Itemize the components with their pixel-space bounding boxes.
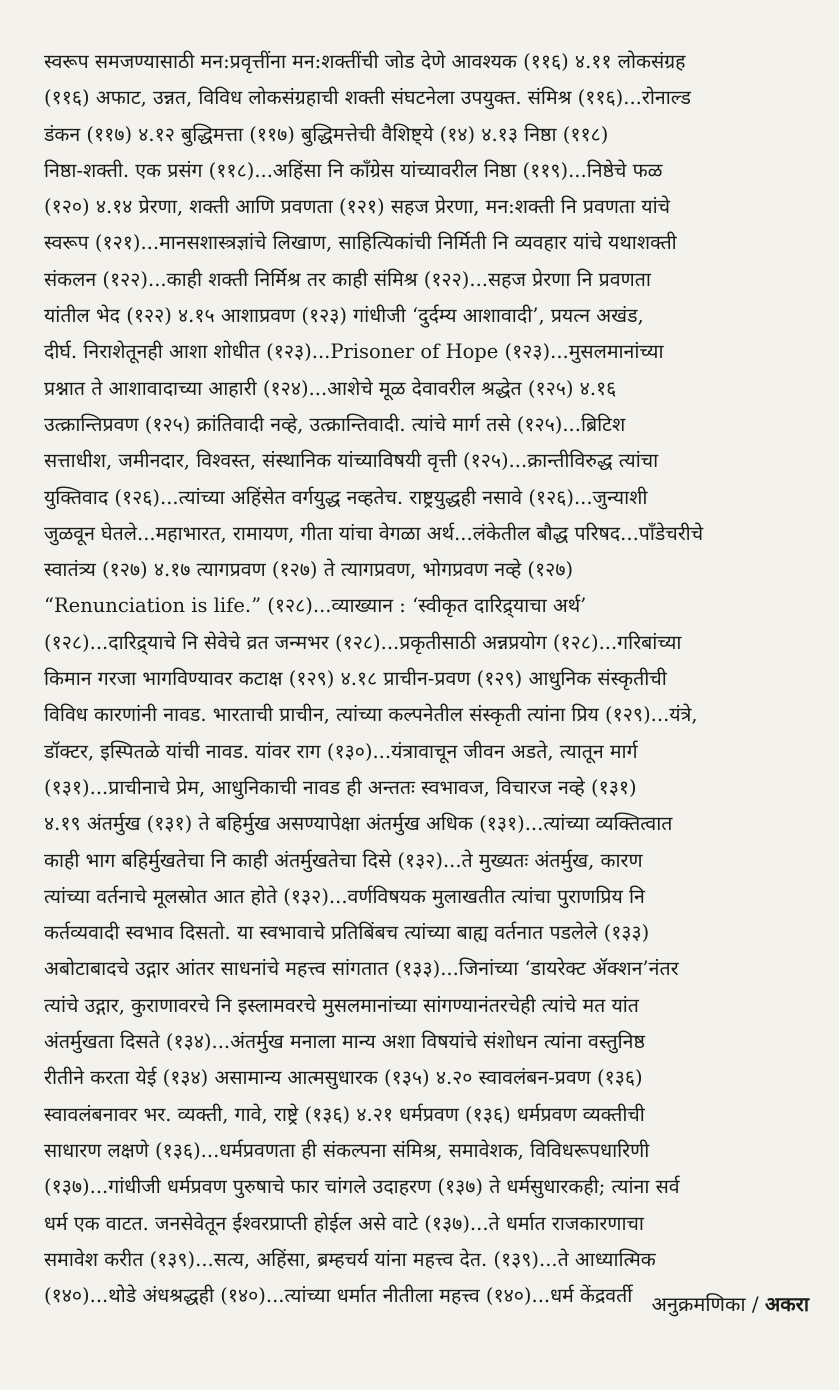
index-line: किमान गरजा भागविण्यावर कटाक्ष (१२९) ४.१८ प्राचीन-प्रवण (१२९) आधुनिक संस्कृतीची [44,667,667,691]
index-line: दीर्घ. निराशेतूनही आशा शोधीत (१२३)...Prisoner of Hope (१२३)...मुसलमानांच्या [44,340,664,364]
index-line: त्यांचे उद्गार, कुराणावरचे नि इस्लामवरचे मुसलमानांच्या सांगण्यानंतरचेही त्यांचे मत यांत [44,993,639,1017]
index-line: (१४०)...थोडे अंधश्रद्धही (१४०)...त्यांच्या धर्मात नीतीला महत्त्व (१४०)...धर्म केंद्रवर्ती [44,1284,633,1308]
footer-separator: / [751,1292,759,1316]
index-line: अबोटाबादचे उद्गार आंतर साधनांचे महत्त्व सांगतात (१३३)...जिनांच्या ‘डायरेक्ट ॲक्शन’नंतर [44,957,679,981]
index-line: युक्तिवाद (१२६)...त्यांच्या अहिंसेत वर्गयुद्ध नव्हतेच. राष्ट्रयुद्धही नसावे (१२६)...जुन्याशी [44,485,648,509]
index-line: विविध कारणांनी नावड. भारताची प्राचीन, त्यांच्या कल्पनेतील संस्कृती त्यांना प्रिय (१२९)...यंत्रे, [44,703,698,727]
index-line: (१२८)...दारिद्र्याचे नि सेवेचे व्रत जन्मभर (१२८)...प्रकृतीसाठी अन्नप्रयोग (१२८)...गरिबांच्या [44,630,682,654]
index-line: धर्म एक वाटत. जनसेवेतून ईश्वरप्राप्ती होईल असे वाटे (१३७)...ते धर्मात राजकारणाचा [44,1211,644,1235]
index-line: डंकन (११७) ४.१२ बुद्धिमत्ता (११७) बुद्धिमत्तेची वैशिष्ट्ये (१४) ४.१३ निष्ठा (११८) [44,122,609,146]
index-line: समावेश करीत (१३९)...सत्य, अहिंसा, ब्रम्हचर्य यांना महत्त्व देत. (१३९)...ते आध्यात्मिक [44,1247,656,1271]
index-line: (१२०) ४.१४ प्रेरणा, शक्ती आणि प्रवणता (१२१) सहज प्रेरणा, मन:शक्ती नि प्रवणता यांचे [44,195,671,219]
index-line: (११६) अफाट, उन्नत, विविध लोकसंग्रहाची शक्ती संघटनेला उपयुक्त. संमिश्र (११६)...रोनाल्ड [44,86,691,110]
index-line: “Renunciation is life.” (१२८)...व्याख्यान : ‘स्वीकृत दारिद्र्याचा अर्थ’ [44,594,587,618]
index-line: (१३७)...गांधीजी धर्मप्रवण पुरुषाचे फार चांगले उदाहरण (१३७) ते धर्मसुधारकही; त्यांना सर्व [44,1175,680,1199]
index-text-block [44,44,822,1314]
index-line: काही भाग बहिर्मुखतेचा नि काही अंतर्मुखतेचा दिसे (१३२)...ते मुख्यतः अंतर्मुख, कारण [44,848,643,872]
index-line: स्वावलंबनावर भर. व्यक्ती, गावे, राष्ट्रे (१३६) ४.२१ धर्मप्रवण (१३६) धर्मप्रवण व्यक्तीची [44,1102,645,1126]
index-line: प्रश्नात ते आशावादाच्या आहारी (१२४)...आशेचे मूळ देवावरील श्रद्धेत (१२५) ४.१६ [44,376,617,400]
index-line: सत्ताधीश, जमीनदार, विश्वस्त, संस्थानिक यांच्याविषयी वृत्ती (१२५)...क्रान्तीविरुद्ध त्यांचा [44,449,659,473]
index-line: संकलन (१२२)...काही शक्ती निर्मिश्र तर काही संमिश्र (१२२)...सहज प्रेरणा नि प्रवणता [44,267,651,291]
page-footer [652,1290,809,1317]
index-line: यांतील भेद (१२२) ४.१५ आशाप्रवण (१२३) गांधीजी ‘दुर्दम्य आशावादी’, प्रयत्न अखंड, [44,304,644,328]
index-line: जुळवून घेतले...महाभारत, रामायण, गीता यांचा वेगळा अर्थ...लंकेतील बौद्ध परिषद...पाँडेचरीचे [44,521,704,545]
index-line: डॉक्टर, इस्पितळे यांची नावड. यांवर राग (१३०)...यंत्रावाचून जीवन अडते, त्यातून मार्ग [44,739,638,763]
index-line: रीतीने करता येई (१३४) असामान्य आत्मसुधारक (१३५) ४.२० स्वावलंबन-प्रवण (१३६) [44,1066,643,1090]
footer-section-label: अनुक्रमणिका [651,1292,746,1316]
index-line: स्वरूप (१२१)...मानसशास्त्रज्ञांचे लिखाण, साहित्यिकांची निर्मिती नि व्यवहार यांचे यथाशक्ती [44,231,677,255]
index-line: ४.१९ अंतर्मुख (१३१) ते बहिर्मुख असण्यापेक्षा अंतर्मुख अधिक (१३१)...त्यांच्या व्यक्तित्वात [44,812,673,836]
index-line: अंतर्मुखता दिसते (१३४)...अंतर्मुख मनाला मान्य अशा विषयांचे संशोधन त्यांना वस्तुनिष्ठ [44,1030,645,1054]
page-number: अकरा [765,1292,809,1316]
index-line: उत्क्रान्तिप्रवण (१२५) क्रांतिवादी नव्हे, उत्क्रान्तिवादी. त्यांचे मार्ग तसे (१२५)...ब्रिटिश [44,412,626,436]
index-line: स्वरूप समजण्यासाठी मन:प्रवृत्तींना मन:शक्तींची जोड देणे आवश्यक (११६) ४.११ लोकसंग्रह [44,50,686,73]
index-line: साधारण लक्षणे (१३६)...धर्मप्रवणता ही संकल्पना संमिश्र, समावेशक, विविधरूपधारिणी [44,1138,650,1162]
index-line: त्यांच्या वर्तनाचे मूलस्रोत आत होते (१३२)...वर्णविषयक मुलाखतीत त्यांचा पुराणप्रिय नि [44,884,645,908]
index-line: स्वातंत्र्य (१२७) ४.१७ त्यागप्रवण (१२७) ते त्यागप्रवण, भोगप्रवण नव्हे (१२७) [44,558,574,582]
index-line: निष्ठा-शक्ती. एक प्रसंग (११८)...अहिंसा नि काँग्रेस यांच्यावरील निष्ठा (११९)...निष्ठेचे फळ [44,158,663,182]
index-line: (१३१)...प्राचीनाचे प्रेम, आधुनिकाची नावड ही अन्ततः स्वभावज, विचारज नव्हे (१३१) [44,775,637,799]
index-line: कर्तव्यवादी स्वभाव दिसतो. या स्वभावाचे प्रतिबिंबच त्यांच्या बाह्य वर्तनात पडलेले (१३३) [44,921,650,945]
